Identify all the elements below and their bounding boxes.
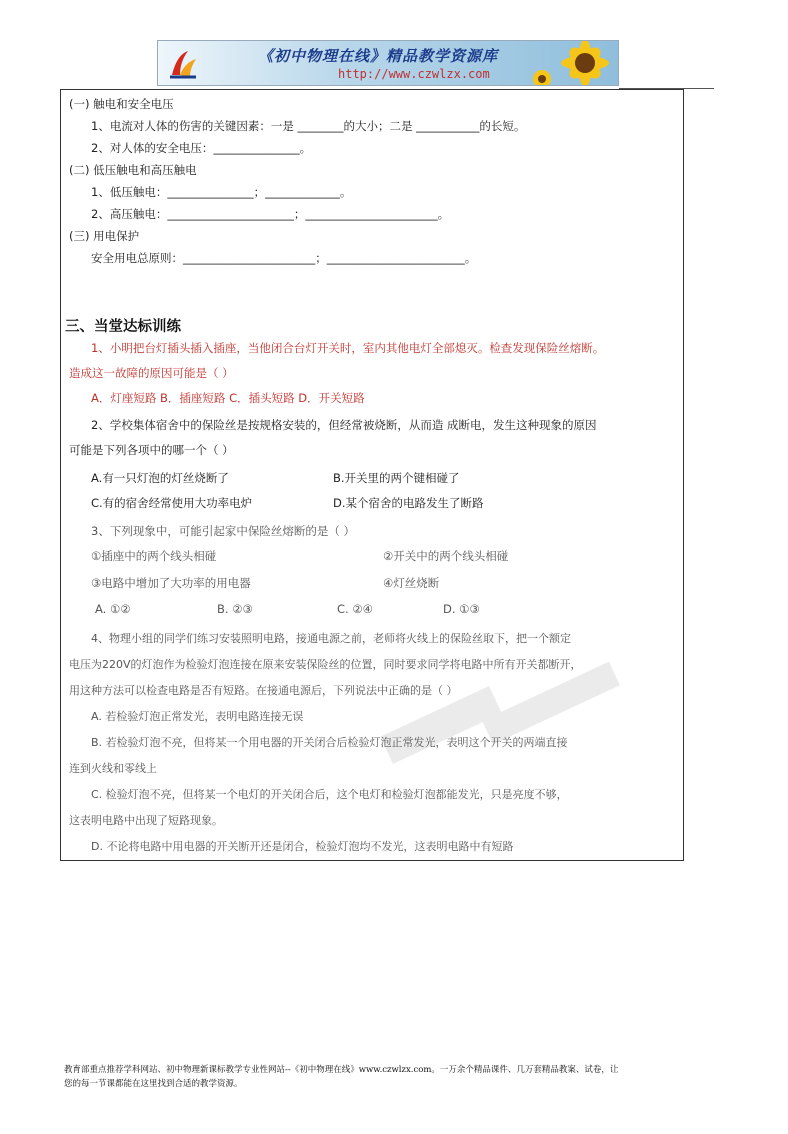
sunflower-icon (530, 40, 619, 86)
q3-item: ①插座中的两个线头相碰 (91, 549, 217, 563)
header-banner (157, 40, 619, 86)
q3-option: A. ①② (95, 602, 131, 616)
question-4: 4、物理小组的同学们练习安装照明电路，接通电源之前，老师将火线上的保险丝取下，把一个额定 (91, 632, 571, 645)
question-4-cont: 用这种方法可以检查电路是否有短路。在接通电源后，下列说法中正确的是（ ） (69, 684, 458, 697)
question-4-cont: 电压为220V的灯泡作为检验灯泡连接在原来安装保险丝的位置，同时要求同学将电路中所有开关都断开， (69, 658, 582, 671)
fill-line: 2、高压触电：______________________；_______________________。 (91, 207, 450, 221)
footer-line-2: 您的每一节课都能在这里找到合适的教学资源。 (64, 1079, 243, 1089)
section-heading-2: (二) 低压触电和高压触电 (69, 163, 197, 177)
option-a: A.有一只灯泡的灯丝烧断了 (91, 471, 229, 485)
q3-item: ②开关中的两个线头相碰 (383, 549, 509, 563)
option-d: D.某个宿舍的电路发生了断路 (333, 496, 484, 510)
question-3: 3、下列现象中，可能引起家中保险丝熔断的是（ ） (91, 524, 355, 538)
q4-option-b-cont: 连到火线和零线上 (69, 762, 157, 775)
question-2-cont: 可能是下列各项中的哪一个（ ） (69, 443, 234, 457)
question-2: 2、学校集体宿舍中的保险丝是按规格安装的，但经常被烧断，从而造 成断电，发生这种现象的原因 (91, 418, 597, 432)
question-1-cont: 造成这一故障的原因可能是（ ） (69, 366, 234, 380)
site-logo-icon (166, 47, 200, 81)
section-heading-1: (一) 触电和安全电压 (69, 97, 174, 111)
fill-line: 1、电流对人体的伤害的关键因素：一是 ________的大小；二是 ___________的长短。 (91, 119, 526, 133)
q3-option: B. ②③ (217, 602, 253, 616)
fill-line: 2、对人体的安全电压：_______________。 (91, 141, 312, 155)
content-box (60, 89, 684, 861)
option-b: B.开关里的两个键相碰了 (333, 471, 460, 485)
banner-title: 《初中物理在线》精品教学资源库 (258, 47, 499, 65)
q3-item: ③电路中增加了大功率的用电器 (91, 576, 251, 590)
question-1-options: A．灯座短路 B．插座短路 C．插头短路 D．开关短路 (91, 391, 365, 405)
fill-line: 1、低压触电：_______________；_____________。 (91, 185, 352, 199)
q4-option-b: B. 若检验灯泡不亮，但将某一个用电器的开关闭合后检验灯泡正常发光，表明这个开关的两端直接 (91, 736, 568, 749)
question-1: 1、小明把台灯插头插入插座，当他闭合台灯开关时，室内其他电灯全部熄灭。检查发现保险丝熔断。 (91, 341, 605, 355)
q4-option-c-cont: 这表明电路中出现了短路现象。 (69, 814, 223, 827)
option-c: C.有的宿舍经常使用大功率电炉 (91, 496, 253, 510)
q4-option-d: D. 不论将电路中用电器的开关断开还是闭合，检验灯泡均不发光，这表明电路中有短路 (91, 840, 514, 853)
practice-heading: 三、当堂达标训练 (65, 319, 181, 335)
q3-option: D. ①③ (443, 602, 480, 616)
q3-option: C. ②④ (337, 602, 373, 616)
section-heading-3: (三) 用电保护 (69, 229, 140, 243)
watermark-icon (361, 650, 641, 830)
fill-line: 安全用电总原则：_______________________；________________________。 (91, 251, 477, 265)
q4-option-a: A. 若检验灯泡正常发光，表明电路连接无误 (91, 710, 304, 723)
q3-item: ④灯丝烧断 (383, 576, 440, 590)
q4-option-c: C. 检验灯泡不亮，但将某一个电灯的开关闭合后，这个电灯和检验灯泡都能发光，只是亮度不够， (91, 788, 568, 801)
banner-url[interactable]: http://www.czwlzx.com (338, 67, 490, 81)
footer-line-1: 教育部重点推荐学科网站、初中物理新课标教学专业性网站--《初中物理在线》www.czwlzx.com。一万余个精品课件、几万套精品教案、试卷，让 (64, 1065, 619, 1075)
